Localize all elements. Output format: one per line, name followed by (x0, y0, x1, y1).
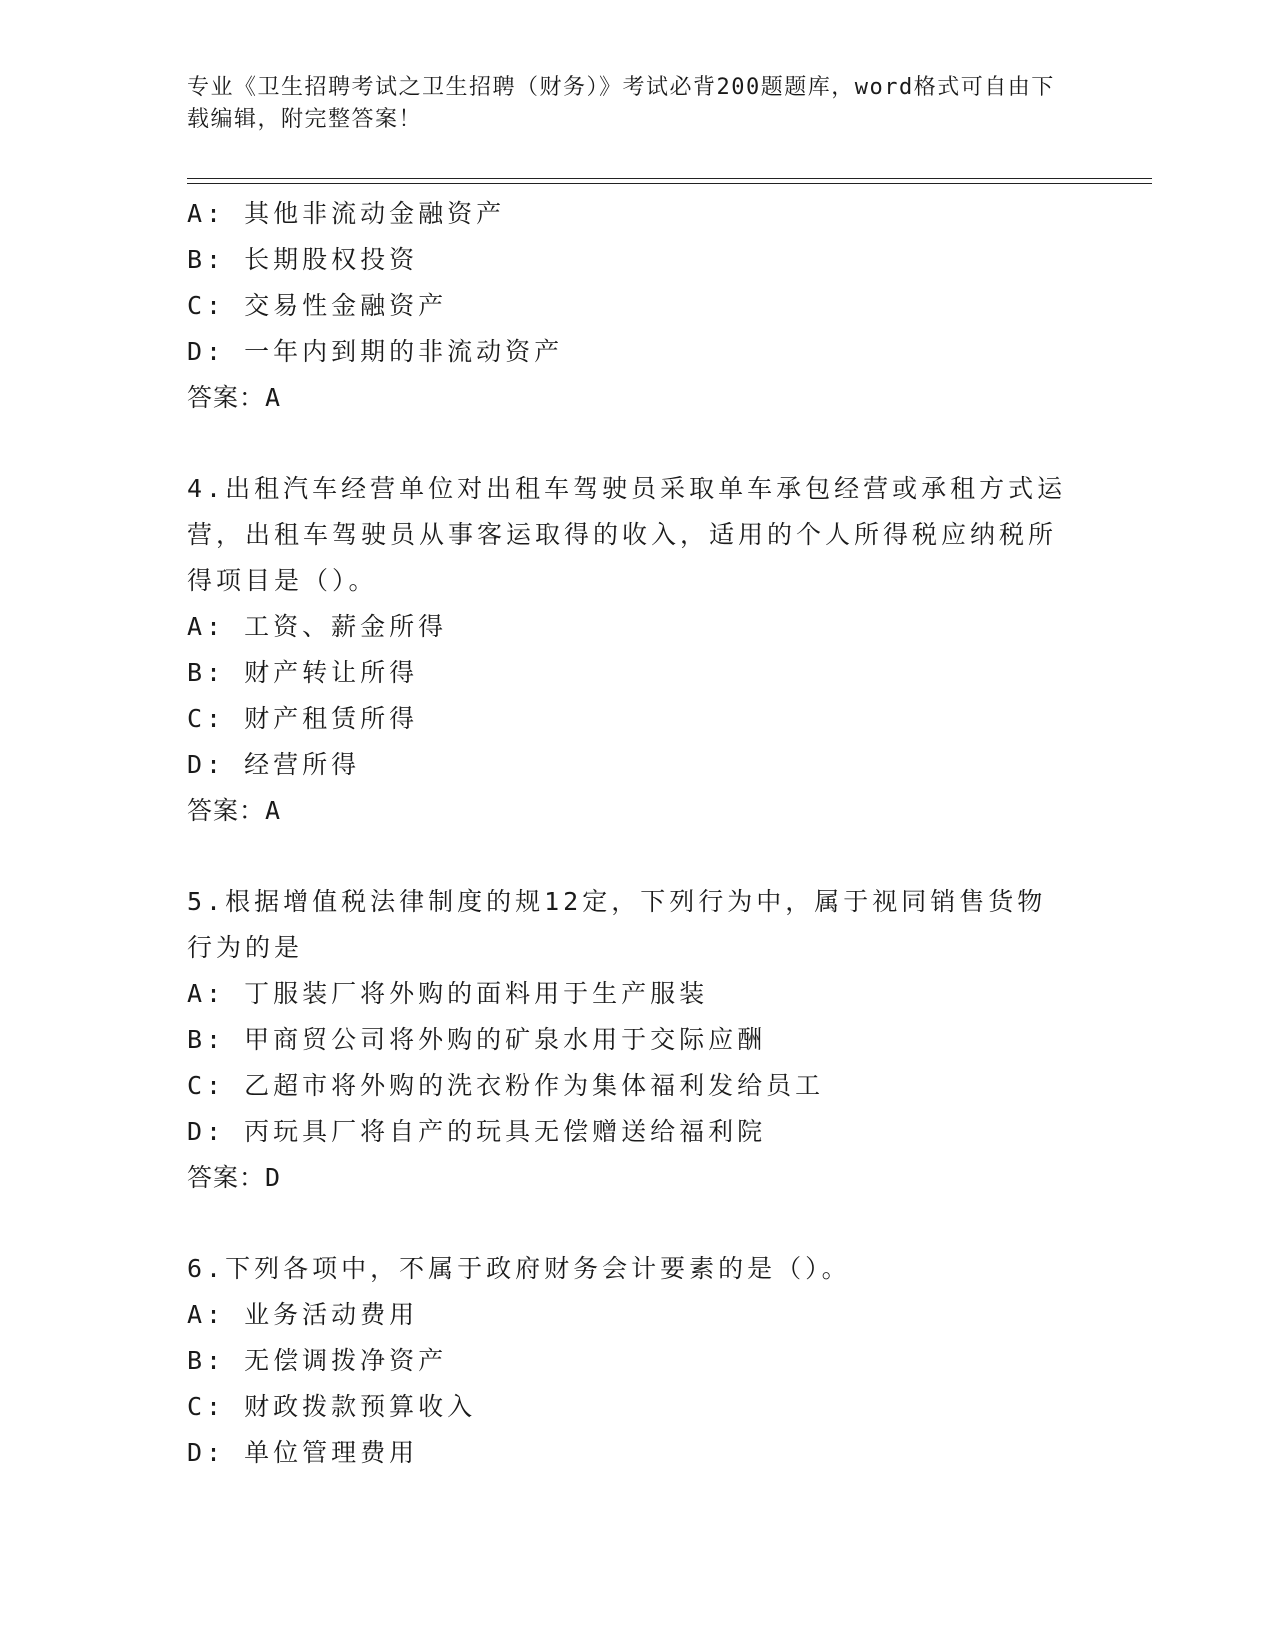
question-4 (187, 466, 1087, 834)
question-5 (187, 879, 1087, 1201)
question-stem: 5.根据增值税法律制度的规12定，下列行为中，属于视同销售货物行为的是 (187, 887, 1047, 962)
option-b: B: 长期股权投资 (187, 245, 419, 274)
question-stem: 6.下列各项中，不属于政府财务会计要素的是（）。 (187, 1254, 851, 1283)
option-c: C: 乙超市将外购的洗衣粉作为集体福利发给员工 (187, 1071, 825, 1100)
option-c: C: 交易性金融资产 (187, 291, 448, 320)
answer-label: 答案： (187, 1163, 266, 1192)
answer-value: A (265, 383, 282, 412)
option-d: D: 丙玩具厂将自产的玩具无偿赠送给福利院 (187, 1117, 767, 1146)
header-divider-top (187, 178, 1152, 179)
option-d: D: 经营所得 (187, 750, 361, 779)
question-list (187, 191, 1087, 1476)
option-a: A: 丁服装厂将外购的面料用于生产服装 (187, 979, 709, 1008)
answer-value: A (265, 796, 282, 825)
question-3 (187, 191, 1087, 421)
answer-line (187, 788, 1087, 834)
option-b: B: 甲商贸公司将外购的矿泉水用于交际应酬 (187, 1025, 767, 1054)
answer-label: 答案： (187, 796, 266, 825)
answer-line (187, 375, 1087, 421)
answer-line (187, 1155, 1087, 1201)
option-a: A: 工资、薪金所得 (187, 612, 448, 641)
question-6 (187, 1246, 1087, 1476)
answer-label: 答案： (187, 383, 266, 412)
option-c: C: 财政拨款预算收入 (187, 1392, 477, 1421)
answer-value: D (265, 1163, 282, 1192)
question-stem: 4.出租汽车经营单位对出租车驾驶员采取单车承包经营或承租方式运营，出租车驾驶员从事客运取得的收入，适用的个人所得税应纳税所得项目是（）。 (187, 474, 1067, 595)
option-b: B: 财产转让所得 (187, 658, 419, 687)
option-b: B: 无偿调拨净资产 (187, 1346, 448, 1375)
option-a: A: 业务活动费用 (187, 1300, 419, 1329)
option-c: C: 财产租赁所得 (187, 704, 419, 733)
option-d: D: 单位管理费用 (187, 1438, 419, 1467)
header-divider-bottom (187, 183, 1152, 184)
option-a: A: 其他非流动金融资产 (187, 199, 506, 228)
option-d: D: 一年内到期的非流动资产 (187, 337, 564, 366)
document-header: 专业《卫生招聘考试之卫生招聘（财务）》考试必背200题题库，word格式可自由下载编辑，附完整答案！ (187, 75, 1055, 132)
